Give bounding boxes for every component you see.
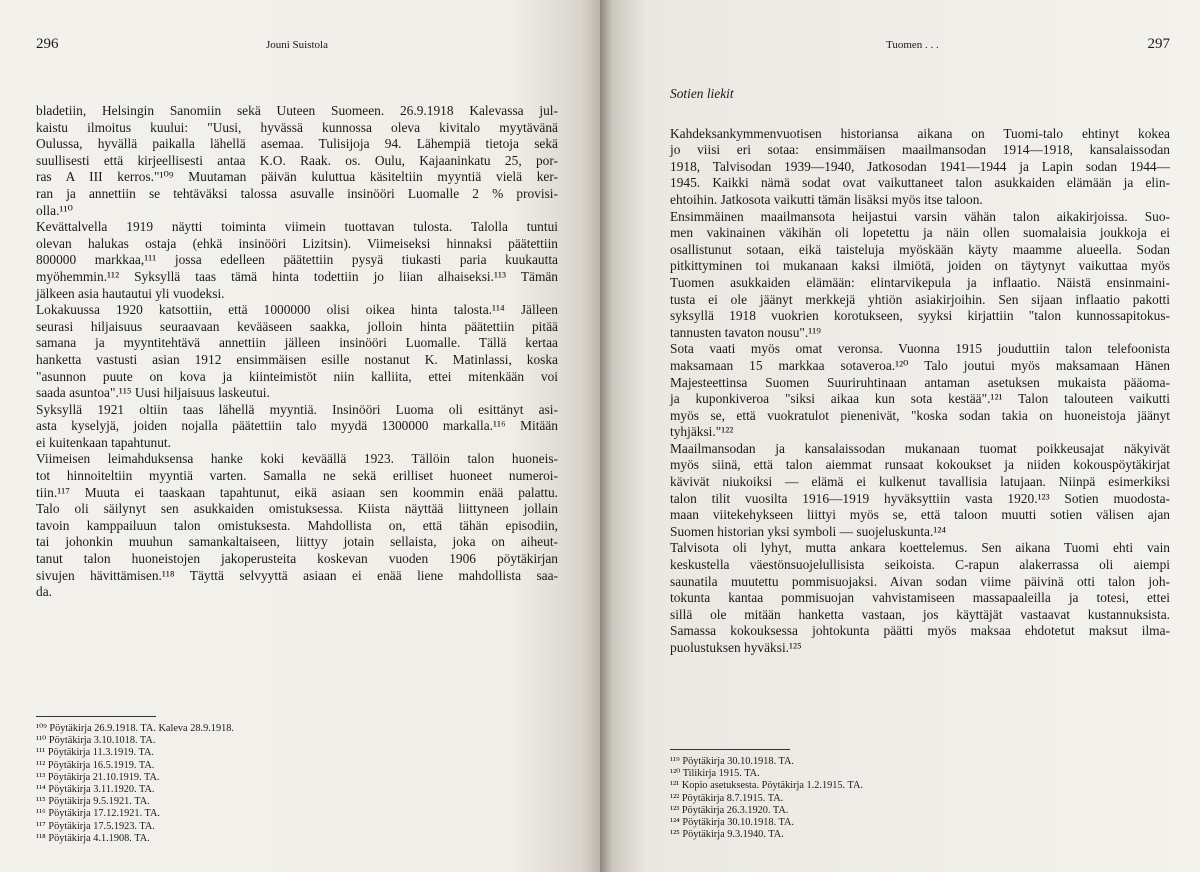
- text-line: ran ja annettiin se tehtäväksi talossa asuvalle insinööri Luomalle 2 % provisi-: [36, 185, 558, 201]
- paragraph: [36, 103, 558, 219]
- paragraph: [36, 302, 558, 402]
- left-footnotes: [36, 716, 234, 845]
- footnote: ¹¹⁹ Pöytäkirja 30.10.1918. TA.: [670, 756, 795, 767]
- text-line: seurasi hiljaisuus seuraavaan kevääseen saakka, jolloin hinta päätettiin pitää: [36, 318, 558, 334]
- text-line: keskustella väestönsuojelullisista seikoista. C-rapun alakerrassa oli aiempi: [670, 557, 1170, 573]
- text-line: jälkeen asia hautautui yli vuodeksi.: [36, 285, 225, 301]
- text-line: Syksyllä 1921 oltiin taas lähellä myyntiä. Insinööri Luoma oli esittänyt asi-: [36, 401, 558, 417]
- text-line: ras A III kerros."¹⁰⁹ Muutaman päivän kuluttua käsiteltiin myyntiä vielä ker-: [36, 169, 558, 185]
- paragraph: [670, 209, 1170, 342]
- text-line: 1918, Talvisodan 1939—1940, Jatkosodan 1941—1944 ja Lapin sodan 1944—: [670, 158, 1170, 174]
- text-line: kaistu ilmoitus kuului: "Uusi, hyvässä kunnossa oleva kivitalo myytävänä: [36, 119, 558, 135]
- text-line: Ensimmäinen maailmansota heijastui varsin vähän talon aikakirjoissa. Suo-: [670, 208, 1170, 224]
- text-line: tannusten tavaton nousu".¹¹⁹: [670, 324, 821, 340]
- text-line: ehtoihin. Jatkosota vaikutti tämän lisäksi myös itse taloon.: [670, 191, 983, 207]
- text-line: ja kuponkiveroa "siksi aikaa kun sota kestää".¹²¹ Talon talouteen vaikutti: [670, 391, 1170, 407]
- footnote: ¹¹⁷ Pöytäkirja 17.5.1923. TA.: [36, 820, 155, 832]
- paragraph: [670, 441, 1170, 541]
- text-line: sillä ole mitään hanketta vastaan, jos käyttäjät vastaavat kustannuksista.: [670, 606, 1170, 622]
- text-line: hanketta vastusti asian 1912 ensimmäisen esille nostanut K. Matinlassi, koska: [36, 351, 558, 367]
- text-line: Majesteettinsa Suomen Suuriruhtinaan antaman asetuksen mukaista pääoma-: [670, 374, 1170, 390]
- page-number: 297: [1147, 36, 1170, 52]
- text-line: pitkittyminen toi mukanaan kaksi ilmiötä, joiden on täytynyt vaikuttaa myös: [670, 258, 1170, 274]
- text-line: puolustuksen hyväksi.¹²⁵: [670, 640, 802, 655]
- text-line: Suomen historian yksi symboli — suojeluskunta.¹²⁴: [670, 523, 947, 539]
- text-line: men vakinainen väkihän oli lopetettu ja näin ollen suomalaisia joukkoja ei: [670, 225, 1170, 241]
- footnote: ¹²³ Pöytäkirja 26.3.1920. TA.: [670, 804, 789, 816]
- text-line: tusta ei ole jäänyt merkkejä yhtiön asiakirjoihin. Sen sijaan inflaatio pakotti: [670, 291, 1170, 307]
- right-page-header: [670, 36, 1170, 58]
- footnote: ¹²⁵ Pöytäkirja 9.3.1940. TA.: [670, 829, 784, 841]
- paragraph: [670, 540, 1170, 656]
- left-body-text: [36, 103, 558, 601]
- right-footnotes: [670, 749, 863, 841]
- text-line: ei kuitenkaan tapahtunut.: [36, 434, 171, 450]
- text-line: Oulussa, hyvällä paikalla lähellä asemaa. Tulisijoja 94. Lähempiä tietoja sekä: [36, 136, 558, 152]
- text-line: "asunnon puute on kova ja kiinteimistöt niin kalliita, ettei mitenkään voi: [36, 368, 558, 384]
- text-line: tai johonkin muuhun samankaltaiseen, liittyy jotain sellaista, joka on aiheut-: [36, 534, 558, 550]
- paragraph: [36, 402, 558, 452]
- text-line: Sota vaati myös omat veronsa. Vuonna 1915 jouduttiin talon telefoonista: [670, 341, 1170, 357]
- footnote: ¹²⁴ Pöytäkirja 30.10.1918. TA.: [670, 817, 795, 829]
- footnote: ¹²² Pöytäkirja 8.7.1915. TA.: [670, 792, 784, 804]
- text-line: maksamaan 15 markkaa sotaveroa.¹²⁰ Talo joutui myös maksamaan Hänen: [670, 357, 1170, 373]
- footnote-rule: [36, 716, 156, 717]
- text-line: tiin.¹¹⁷ Muuta ei taaskaan tapahtunut, eikä asiaan sen koommin enää palattu.: [36, 484, 558, 500]
- footnote: ¹²¹ Kopio asetuksesta. Pöytäkirja 1.2.1915. TA.: [670, 780, 863, 792]
- text-line: Tuomen asukkaiden elämään: elintarvikepula ja inflaatio. Näistä ensinmaini-: [670, 274, 1170, 290]
- text-line: saunatila muutettu pommisuojaksi. Aivan sodan viime päivinä otti talon joh-: [670, 573, 1170, 589]
- section-title: Sotien liekit: [670, 86, 734, 101]
- right-page: [600, 0, 1200, 872]
- footnote: ¹¹² Pöytäkirja 16.5.1919. TA.: [36, 759, 155, 771]
- text-line: talon tilit vuosilta 1916—1919 hyväksyttiin vasta 1920.¹²³ Sotien muodosta-: [670, 490, 1170, 506]
- paragraph: [36, 451, 558, 600]
- text-line: Talvisota oli lyhyt, mutta ankara koettelemus. Sen aikana Tuomi ehti vain: [670, 540, 1170, 556]
- footnote: ¹¹⁸ Pöytäkirja 4.1.1908. TA.: [36, 832, 150, 844]
- text-line: maan viitekehykseen liittyi myös se, että taloon muutti sotien välisen ajan: [670, 507, 1170, 523]
- left-page-header: [36, 36, 558, 58]
- text-line: Kevättalvella 1919 näytti toiminta viimein tuottavan tulosta. Talolla tuntui: [36, 219, 558, 235]
- text-line: myöhemmin.¹¹² Syksyllä taas tämä hinta todettiin jo liian alhaiseksi.¹¹³ Tämän: [36, 268, 558, 284]
- text-line: Kahdeksankymmenvuotisen historiansa aikana on Tuomi-talo ehtinyt kokea: [670, 125, 1170, 141]
- footnote: ¹¹⁰ Pöytäkirja 3.10.1018. TA.: [36, 735, 156, 747]
- footnote-rule: [670, 749, 790, 750]
- text-line: da.: [36, 584, 52, 600]
- text-line: tavoin kamppailuun talon omistuksesta. Mahdollista on, että tähän episodiin,: [36, 517, 558, 533]
- running-head: Jouni Suistola: [265, 39, 328, 51]
- right-body-text: [670, 86, 1170, 657]
- text-line: myös se, että vuokratulot pienenivät, "koska sodan takia on huoneistoja jäänyt: [670, 407, 1170, 423]
- text-line: Viimeisen leimahduksensa hanke koki keväällä 1923. Tällöin talon huoneis-: [36, 451, 558, 467]
- text-line: bladetiin, Helsingin Sanomiin sekä Uuteen Suomeen. 26.9.1918 Kalevassa jul-: [36, 103, 558, 118]
- paragraph: [670, 341, 1170, 441]
- text-line: jo viisi eri sotaa: ensimmäisen maailmansodan 1914—1918, kansalaissodan: [670, 142, 1170, 158]
- page-number: 296: [36, 36, 59, 52]
- text-line: osallistunut sotaan, eikä taisteluja myöskään käyty maamme alueella. Sodan: [670, 241, 1170, 257]
- footnote: ¹²⁰ Tilikirja 1915. TA.: [670, 768, 760, 780]
- text-line: olevan halukas ostaja (ehkä insinööri Lizitsin). Viimeiseksi hinnaksi päätettiin: [36, 235, 558, 251]
- footnote: ¹⁰⁹ Pöytäkirja 26.9.1918. TA. Kaleva 28.9.1918.: [36, 723, 234, 734]
- paragraph: [36, 219, 558, 302]
- text-line: myös siinä, että talon aiemmat runsaat kokoukset ja niiden kokouspöytäkirjat: [670, 457, 1170, 473]
- text-line: suullisesti että kirjeellisesti antaa K.O. Raak. os. Oulu, Kajaaninkatu 25, por-: [36, 152, 558, 168]
- text-line: tyhjäksi."¹²²: [670, 424, 734, 440]
- running-head: Tuomen . . .: [886, 39, 939, 51]
- footnote: ¹¹⁴ Pöytäkirja 3.11.1920. TA.: [36, 784, 155, 796]
- footnote: ¹¹⁵ Pöytäkirja 9.5.1921. TA.: [36, 796, 150, 808]
- text-line: tokunta kantaa pommisuojan vahvistamiseen massapaaleilla ja totesi, ettei: [670, 590, 1170, 606]
- text-line: Talo oli säilynyt sen asukkaiden omistuksessa. Kiista näyttää liittyneen jollain: [36, 501, 558, 517]
- text-line: olla.¹¹⁰: [36, 202, 73, 218]
- text-line: sivujen hävittämisen.¹¹⁸ Täyttä selvyyttä asiaan ei enää liene mahdollista saa-: [36, 567, 558, 583]
- footnote: ¹¹⁶ Pöytäkirja 17.12.1921. TA.: [36, 808, 161, 820]
- paragraph: [670, 126, 1170, 209]
- text-line: Samassa kokouksessa johtokunta päätti myös maksaa ehdotetut maksut ilma-: [670, 623, 1170, 639]
- text-line: 1945. Kaikki nämä sodat ovat vaikuttaneet talon asukkaiden elämään ja elin-: [670, 175, 1170, 191]
- text-line: Lokakuussa 1920 katsottiin, että 1000000 olisi oikea hinta talosta.¹¹⁴ Jälleen: [36, 302, 558, 318]
- text-line: samana ja myyntitehtävä annettiin jälleen insinööri Luomalle. Tällä kertaa: [36, 335, 558, 351]
- footnote: ¹¹³ Pöytäkirja 21.10.1919. TA.: [36, 771, 160, 783]
- text-line: Maailmansodan ja kansalaissodan mukanaan tuomat poikkeusajat näkyivät: [670, 440, 1170, 456]
- text-line: saada asuntoa".¹¹⁵ Uusi hiljaisuus laskeutui.: [36, 385, 270, 401]
- text-line: syksyllä 1918 vuokrien korotukseen, syyksi kirjattiin "talon kunnossapitokus-: [670, 308, 1170, 324]
- text-line: tot hinnoiteltiin myyntiä varten. Samalla ne sekä erilliset huoneet numeroi-: [36, 468, 558, 484]
- text-line: 800000 markkaa,¹¹¹ jossa edelleen päätettiin pysyä tiukasti paria kuukautta: [36, 252, 558, 268]
- footnote: ¹¹¹ Pöytäkirja 11.3.1919. TA.: [36, 747, 154, 759]
- text-line: kävivät niukoiksi — elämä ei kulkenut tavallisia latujaan. Niinpä esimerkiksi: [670, 474, 1170, 490]
- text-line: asta kyselyjä, joiden nojalla päätettiin talo myydä 1300000 markalla.¹¹⁶ Mitään: [36, 418, 558, 434]
- text-line: tanut talon huoneistojen jakoperusteita koskevan vuoden 1906 pöytäkirjan: [36, 551, 558, 567]
